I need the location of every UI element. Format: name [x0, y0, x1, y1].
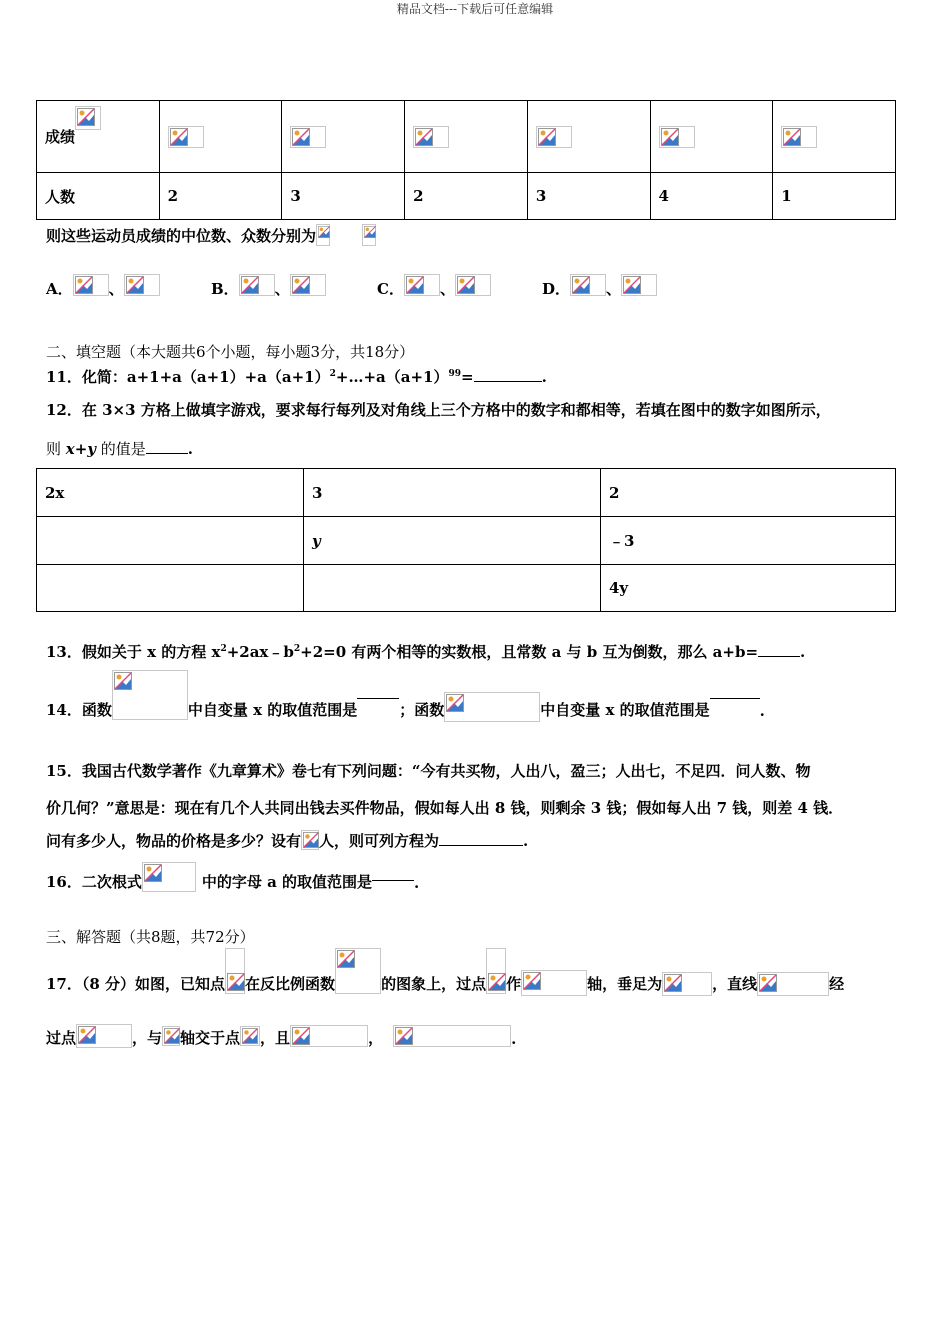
question-12-line2: 则 x+y 的值是 . [46, 440, 194, 458]
image-placeholder [335, 948, 381, 994]
count-cell: 1 [773, 173, 896, 220]
image-placeholder [162, 1026, 180, 1046]
image-placeholder [240, 1026, 260, 1046]
count-cell: 3 [282, 173, 405, 220]
image-placeholder [362, 224, 376, 246]
question-15-line3: 问有多少人，物品的价格是多少？设有 人，则可列方程为 . [46, 832, 529, 850]
grid-cell: y [304, 517, 601, 565]
question-16: 16．二次根式 中的字母 a 的取值范围是 . [46, 862, 419, 892]
question-12-line1: 12．在 3×3 方格上做填字游戏，要求每行每列及对角线上三个方格中的数字和都相等，若填在图中的数字如图所示， [46, 401, 831, 419]
image-placeholder [659, 126, 695, 148]
score-table [36, 100, 896, 220]
answer-blank[interactable] [439, 845, 523, 846]
image-placeholder [316, 224, 330, 246]
grid-cell: ﹣3 [601, 517, 896, 565]
image-placeholder [112, 670, 188, 720]
image-placeholder [781, 126, 817, 148]
score-cell [527, 101, 650, 173]
image-placeholder [662, 972, 712, 996]
image-placeholder [486, 948, 506, 994]
image-placeholder [536, 126, 572, 148]
grid-cell: 4y [601, 565, 896, 612]
score-cell [650, 101, 773, 173]
page-header: 精品文档---下载后可任意编辑 [396, 2, 554, 16]
image-placeholder [225, 948, 245, 994]
image-placeholder [124, 274, 160, 296]
grid-cell: 2 [601, 469, 896, 517]
option-a[interactable]: A． 、 [46, 278, 160, 299]
option-c[interactable]: C． 、 [377, 278, 491, 299]
magic-square-grid [36, 468, 896, 612]
image-placeholder [521, 970, 587, 996]
score-cell [282, 101, 405, 173]
image-placeholder [73, 274, 109, 296]
grid-cell [37, 565, 304, 612]
count-cell: 2 [405, 173, 528, 220]
option-d[interactable]: D． 、 [542, 278, 657, 299]
image-placeholder [413, 126, 449, 148]
question-11: 11．化简：$a+1+a(a+1)+a(a+1)^2+\dots+a(a+1)^{99}=$ . [46, 368, 547, 386]
count-cell: 4 [650, 173, 773, 220]
answer-blank[interactable] [710, 698, 760, 699]
score-cell [773, 101, 896, 173]
grid-cell [37, 517, 304, 565]
count-cell: 3 [527, 173, 650, 220]
grid-cell: 3 [304, 469, 601, 517]
answer-blank[interactable] [146, 453, 188, 454]
image-placeholder [444, 692, 540, 722]
score-cell [159, 101, 282, 173]
image-placeholder [404, 274, 440, 296]
image-placeholder [455, 274, 491, 296]
image-placeholder [239, 274, 275, 296]
answer-blank[interactable] [357, 698, 399, 699]
question-14: 14．函数 中自变量 x 的取值范围是 ；函数 中自变量 x 的取值范围是 . [46, 670, 765, 720]
score-row-label: 成绩 [37, 101, 160, 173]
image-placeholder [75, 106, 101, 130]
question-17-line2: 过点 ，与 轴交于点 ，且 ， . [46, 1024, 516, 1048]
image-placeholder [168, 126, 204, 148]
section-title: 二、填空题（本大题共6个小题，每小题3分，共18分） [46, 343, 415, 361]
question-stem: 则这些运动员成绩的中位数、众数分别为 [46, 224, 376, 246]
question-15-line2: 价几何？”意思是：现在有几个人共同出钱去买件物品，假如每人出 8 钱，则剩余 3 钱；假如每人出 7 钱，则差 4 钱． [46, 799, 844, 817]
question-13: 13．假如关于 x 的方程 $x^2+2ax﹣b^2+2=0$ 有两个相等的实数根，且常数 a 与 b 互为倒数，那么 a+b= . [46, 643, 806, 661]
image-placeholder [142, 862, 196, 892]
count-cell: 2 [159, 173, 282, 220]
answer-blank[interactable] [372, 880, 414, 881]
image-placeholder [290, 274, 326, 296]
answer-blank[interactable] [758, 656, 800, 657]
count-row-label: 人数 [37, 173, 160, 220]
section-title: 三、解答题（共8题，共72分） [46, 928, 255, 946]
image-placeholder [757, 972, 829, 996]
image-placeholder [290, 126, 326, 148]
grid-cell: 2x [37, 469, 304, 517]
image-placeholder [621, 274, 657, 296]
image-placeholder [301, 830, 319, 850]
score-cell [405, 101, 528, 173]
question-17-line1: 17．（8 分）如图，已知点 在反比例函数 的图象上，过点 作 轴，垂足为 ，直线 经 [46, 948, 844, 994]
answer-blank[interactable] [474, 381, 542, 382]
image-placeholder [570, 274, 606, 296]
option-b[interactable]: B． 、 [211, 278, 326, 299]
image-placeholder [290, 1025, 368, 1047]
grid-cell [304, 565, 601, 612]
image-placeholder [76, 1024, 132, 1048]
image-placeholder [393, 1025, 511, 1047]
question-15-line1: 15．我国古代数学著作《九章算术》卷七有下列问题：“今有共买物，人出八，盈三；人出七，不足四．问人数、物 [46, 762, 811, 780]
